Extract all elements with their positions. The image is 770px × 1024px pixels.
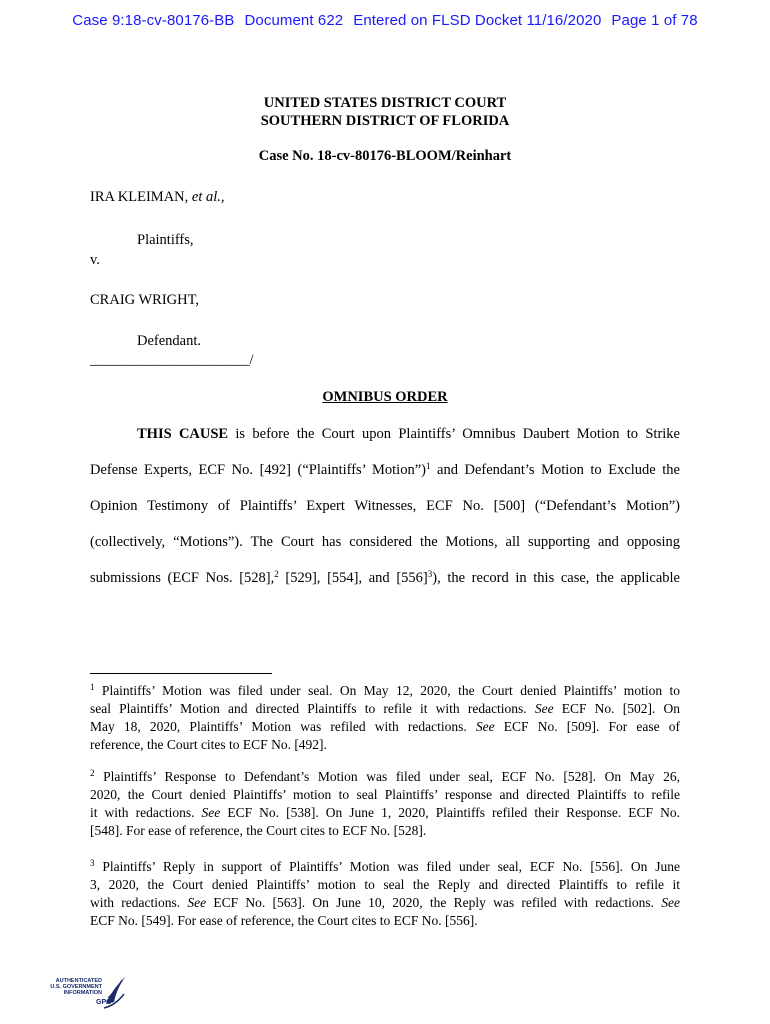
body-line-2b: and Defendant’s Motion to Exclude the — [430, 462, 680, 478]
fn2-line3 — [90, 804, 680, 822]
fn2-l1: Plaintiffs’ Response to Defendant’s Motion was filed under seal, ECF No. [528]. On May 26, — [94, 769, 680, 784]
body-line-1 — [90, 424, 680, 460]
body-line-5b: [529], [554], and [556] — [278, 570, 428, 586]
fn2-line4: [548]. For ease of reference, the Court cites to ECF No. [528]. — [90, 823, 427, 838]
gpo-label: GPO — [96, 999, 112, 1006]
body-line-5a: submissions (ECF Nos. [528], — [90, 570, 275, 586]
fn1-l3b: ECF No. [509]. For ease of — [494, 719, 680, 734]
fn1-l3a: May 18, 2020, Plaintiffs’ Motion was refiled with redactions. — [90, 719, 476, 734]
body-line-5 — [90, 568, 680, 604]
fn1-line4: reference, the Court cites to ECF No. [492]. — [90, 737, 327, 752]
fn1-line3 — [90, 718, 680, 736]
fn1-number: 1 — [90, 682, 95, 692]
fn2-number: 2 — [90, 768, 95, 778]
fn3-line1 — [90, 858, 680, 876]
gpo-line2: U.S. GOVERNMENT — [50, 984, 102, 990]
footnote-1 — [90, 682, 680, 754]
footnote-separator — [90, 673, 272, 674]
footnote-2 — [90, 768, 680, 840]
order-title: OMNIBUS ORDER — [322, 389, 448, 405]
gpo-line3: INFORMATION — [63, 990, 102, 996]
fn2-l3b: ECF No. [538]. On June 1, 2020, Plaintiffs refiled their Response. ECF No. — [220, 805, 680, 820]
stamp-case: Case 9:18-cv-80176-BB — [72, 12, 235, 29]
eagle-icon — [102, 972, 128, 1012]
body-line-1-text: is before the Court upon Plaintiffs’ Omnibus Daubert Motion to Strike — [228, 426, 680, 442]
plaintiff-name: IRA KLEIMAN, — [90, 189, 189, 205]
fn1-line2 — [90, 700, 680, 718]
defendant-role: Defendant. — [137, 333, 202, 349]
fn2-line2: 2020, the Court denied Plaintiffs’ motion to seal Plaintiffs’ response and directed Plaintiffs to refile — [90, 787, 680, 802]
case-number: Case No. 18-cv-80176-BLOOM/Reinhart — [258, 148, 512, 164]
plaintiff-etal: et al., — [191, 189, 225, 205]
court-name-line2: SOUTHERN DISTRICT OF FLORIDA — [260, 113, 510, 129]
fn3-number: 3 — [90, 858, 95, 868]
docket-stamp — [0, 12, 770, 29]
plaintiff-line — [90, 189, 225, 206]
caption-signature-line: ______________________/ — [90, 352, 254, 368]
court-name-line1: UNITED STATES DISTRICT COURT — [263, 95, 507, 111]
gpo-seal-text — [44, 978, 102, 996]
footnote-3 — [90, 858, 680, 930]
footnote-ref-2[interactable]: 2 — [274, 569, 279, 579]
fn3-l3-see2: See — [661, 895, 680, 910]
body-line-3: Opinion Testimony of Plaintiffs’ Expert Witnesses, ECF No. [500] (“Defendant’s Motion”) — [90, 498, 680, 514]
fn1-l2-see: See — [534, 701, 554, 716]
fn1-l2b: ECF No. [502]. On — [553, 701, 681, 716]
body-lead: THIS CAUSE — [137, 426, 229, 442]
stamp-page: Page 1 of 78 — [611, 12, 698, 29]
stamp-entered: Entered on FLSD Docket 11/16/2020 — [353, 12, 602, 29]
body-line-5c: ), the record in this case, the applicable — [432, 570, 680, 586]
fn3-line3 — [90, 894, 680, 912]
footnote-ref-3[interactable]: 3 — [427, 569, 433, 579]
fn1-l2a: seal Plaintiffs’ Motion and directed Plaintiffs to refile it with redactions. — [90, 701, 535, 716]
gpo-authentication-seal — [44, 972, 129, 1014]
body-line-4: (collectively, “Motions”). The Court has considered the Motions, all supporting and opposing — [90, 534, 680, 550]
fn3-line2: 3, 2020, the Court denied Plaintiffs’ motion to seal the Reply and directed Plaintiffs to refile it — [90, 877, 680, 892]
fn2-l3a: it with redactions. — [90, 805, 202, 820]
body-paragraph — [90, 424, 680, 604]
fn3-l3a: with redactions. — [90, 895, 188, 910]
footnote-ref-1[interactable]: 1 — [425, 461, 431, 471]
fn3-l3-see: See — [187, 895, 207, 910]
plaintiffs-role: Plaintiffs, — [137, 232, 194, 248]
fn3-l3b: ECF No. [563]. On June 10, 2020, the Reply was refiled with redactions. — [206, 895, 662, 910]
versus: v. — [90, 252, 100, 268]
fn2-l3-see: See — [201, 805, 221, 820]
body-line-2 — [90, 460, 680, 496]
defendant-name: CRAIG WRIGHT, — [90, 292, 200, 308]
stamp-document: Document 622 — [244, 12, 344, 29]
body-line-2a: Defense Experts, ECF No. [492] (“Plaintiffs’ Motion”) — [90, 462, 426, 478]
fn1-l3-see: See — [475, 719, 495, 734]
fn1-l1: Plaintiffs’ Motion was filed under seal. On May 12, 2020, the Court denied Plaintiffs’ motion to — [94, 683, 680, 698]
fn3-line4: ECF No. [549]. For ease of reference, the Court cites to ECF No. [556]. — [90, 913, 478, 928]
gpo-line1: AUTHENTICATED — [55, 978, 102, 984]
fn1-line1 — [90, 682, 680, 700]
fn3-l1: Plaintiffs’ Reply in support of Plaintiffs’ Motion was filed under seal, ECF No. [556]. On June — [94, 859, 680, 874]
fn2-line1 — [90, 768, 680, 786]
